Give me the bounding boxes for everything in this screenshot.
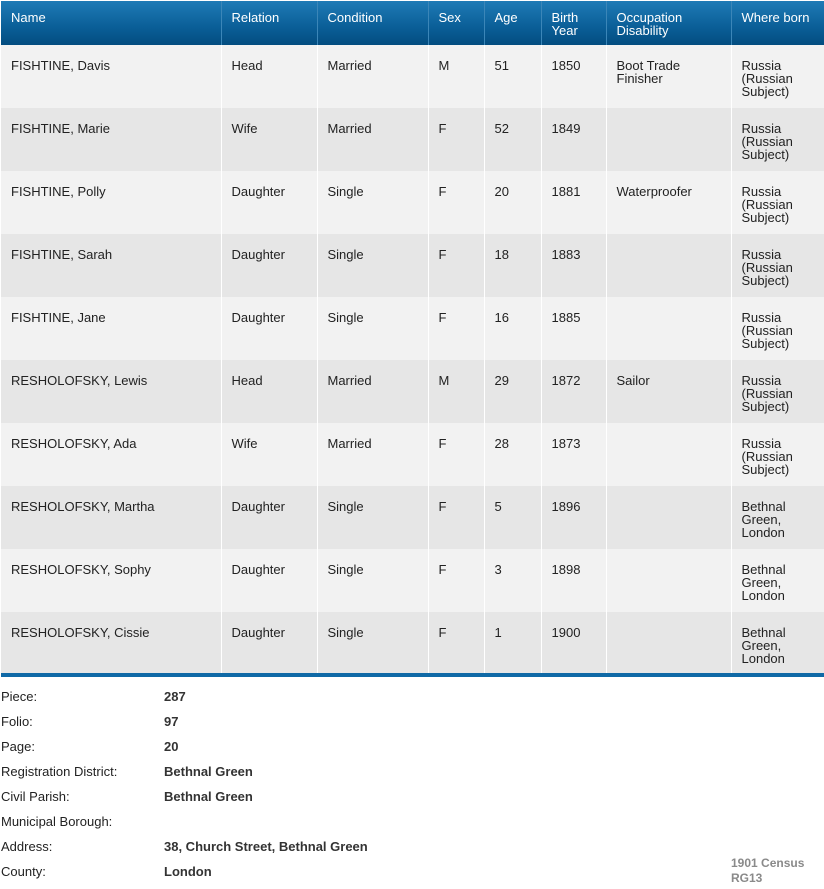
occupation-cell	[606, 549, 731, 612]
age-cell-text: 51	[494, 58, 509, 73]
birth-year-cell	[541, 108, 606, 171]
where-born-cell-text: Bethnal	[741, 625, 786, 640]
detail-value: 20	[164, 739, 179, 754]
column-header-name: Name	[1, 1, 221, 45]
detail-row	[1, 689, 501, 714]
occupation-cell	[606, 486, 731, 549]
where-born-cell	[731, 612, 824, 675]
condition-cell	[317, 549, 428, 612]
occupation-cell	[606, 612, 731, 675]
sex-cell-text: F	[438, 247, 447, 262]
name-cell	[1, 549, 221, 612]
birth-year-cell-text: 1872	[551, 373, 581, 388]
relation-cell	[221, 549, 317, 612]
relation-cell	[221, 423, 317, 486]
detail-label: County:	[1, 864, 46, 879]
birth-year-cell-text: 1900	[551, 625, 581, 640]
sex-cell-text: F	[438, 625, 447, 640]
relation-cell-text: Daughter	[231, 310, 285, 325]
sex-cell	[428, 612, 484, 675]
name-cell	[1, 360, 221, 423]
where-born-cell-text: Subject)	[741, 273, 790, 288]
detail-label: Registration District:	[1, 764, 118, 779]
where-born-cell-text: Subject)	[741, 147, 790, 162]
table-row	[1, 486, 824, 549]
table-header	[1, 1, 824, 45]
name-cell	[1, 45, 221, 108]
where-born-cell-text: Bethnal	[741, 499, 786, 514]
relation-cell	[221, 486, 317, 549]
column-header-age: Age	[484, 1, 541, 45]
birth-year-cell-text: 1881	[551, 184, 581, 199]
where-born-cell	[731, 171, 824, 234]
table-row	[1, 549, 824, 612]
where-born-cell-text: (Russian	[741, 386, 793, 401]
detail-label: Civil Parish:	[1, 789, 70, 804]
detail-value: London	[164, 864, 212, 879]
where-born-cell-text: (Russian	[741, 449, 793, 464]
detail-value: 287	[164, 689, 186, 704]
sex-cell-text: F	[438, 121, 447, 136]
table-row	[1, 423, 824, 486]
sex-cell-text: F	[438, 499, 447, 514]
occupation-label-1: Occupation	[616, 10, 683, 25]
sex-cell	[428, 108, 484, 171]
where-born-cell-text: Subject)	[741, 462, 790, 477]
where-born-cell	[731, 45, 824, 108]
sex-cell	[428, 549, 484, 612]
table-row	[1, 297, 824, 360]
source-reference	[731, 856, 804, 886]
birth-year-cell	[541, 360, 606, 423]
where-born-cell-text: (Russian	[741, 323, 793, 338]
where-born-cell	[731, 486, 824, 549]
name-cell-text: FISHTINE, Jane	[11, 310, 106, 325]
birth-year-label-2: Year	[551, 23, 578, 38]
age-cell-text: 18	[494, 247, 509, 262]
condition-cell-text: Married	[327, 121, 372, 136]
detail-value: 38, Church Street, Bethnal Green	[164, 839, 368, 854]
sex-cell-text: F	[438, 310, 447, 325]
relation-cell	[221, 45, 317, 108]
relation-cell	[221, 108, 317, 171]
birth-year-cell	[541, 171, 606, 234]
where-born-cell-text: Subject)	[741, 210, 790, 225]
sex-cell-text: M	[438, 58, 450, 73]
occupation-cell-text: Sailor	[616, 373, 650, 388]
relation-cell	[221, 171, 317, 234]
age-cell	[484, 234, 541, 297]
where-born-cell	[731, 549, 824, 612]
detail-label: Page:	[1, 739, 35, 754]
birth-year-cell-text: 1873	[551, 436, 581, 451]
condition-cell-text: Single	[327, 247, 364, 262]
detail-row	[1, 839, 501, 864]
age-cell-text: 29	[494, 373, 509, 388]
sex-cell	[428, 171, 484, 234]
census-series-label: RG13	[731, 871, 763, 885]
birth-year-cell	[541, 45, 606, 108]
column-header-birth-year	[541, 1, 606, 45]
age-cell-text: 16	[494, 310, 509, 325]
name-cell	[1, 612, 221, 675]
birth-year-cell	[541, 423, 606, 486]
age-cell	[484, 360, 541, 423]
condition-cell	[317, 360, 428, 423]
where-born-cell-text: London	[741, 651, 785, 666]
where-born-cell-text: London	[741, 588, 785, 603]
detail-label: Piece:	[1, 689, 38, 704]
sex-cell	[428, 486, 484, 549]
occupation-cell-text: Finisher	[616, 71, 663, 86]
birth-year-label-1: Birth	[551, 10, 579, 25]
where-born-cell-text: Russia	[741, 184, 782, 199]
column-header-occupation	[606, 1, 731, 45]
relation-cell-text: Daughter	[231, 562, 285, 577]
relation-cell	[221, 360, 317, 423]
age-cell	[484, 171, 541, 234]
where-born-cell	[731, 297, 824, 360]
relation-cell-text: Daughter	[231, 625, 285, 640]
sex-cell-text: F	[438, 436, 447, 451]
occupation-cell	[606, 360, 731, 423]
condition-cell	[317, 45, 428, 108]
where-born-cell	[731, 108, 824, 171]
detail-row	[1, 739, 501, 764]
header-row	[1, 1, 824, 45]
name-cell	[1, 108, 221, 171]
birth-year-cell-text: 1898	[551, 562, 581, 577]
age-cell-text: 3	[494, 562, 502, 577]
relation-cell-text: Wife	[231, 121, 258, 136]
column-header-where-born: Where born	[731, 1, 824, 45]
where-born-cell	[731, 234, 824, 297]
name-cell-text: RESHOLOFSKY, Ada	[11, 436, 137, 451]
sex-cell-text: M	[438, 373, 450, 388]
detail-row	[1, 789, 501, 814]
age-cell	[484, 45, 541, 108]
detail-row	[1, 714, 501, 739]
condition-cell-text: Single	[327, 499, 364, 514]
sex-cell	[428, 360, 484, 423]
age-cell	[484, 612, 541, 675]
column-header-relation: Relation	[221, 1, 317, 45]
name-cell-text: FISHTINE, Marie	[11, 121, 110, 136]
record-details	[1, 689, 501, 889]
birth-year-cell	[541, 297, 606, 360]
relation-cell-text: Daughter	[231, 247, 285, 262]
age-cell	[484, 486, 541, 549]
name-cell-text: FISHTINE, Polly	[11, 184, 106, 199]
birth-year-cell	[541, 549, 606, 612]
name-cell	[1, 423, 221, 486]
relation-cell-text: Head	[231, 373, 263, 388]
age-cell-text: 20	[494, 184, 509, 199]
detail-value: Bethnal Green	[164, 764, 253, 779]
birth-year-cell-text: 1885	[551, 310, 581, 325]
sex-cell-text: F	[438, 562, 447, 577]
name-cell	[1, 171, 221, 234]
birth-year-cell-text: 1896	[551, 499, 581, 514]
birth-year-cell-text: 1883	[551, 247, 581, 262]
census-year-label: 1901 Census	[731, 856, 805, 870]
occupation-cell-text: Waterproofer	[616, 184, 692, 199]
detail-row	[1, 864, 501, 889]
birth-year-cell	[541, 612, 606, 675]
sex-cell	[428, 297, 484, 360]
name-cell-text: RESHOLOFSKY, Martha	[11, 499, 155, 514]
age-cell	[484, 108, 541, 171]
where-born-cell-text: (Russian	[741, 134, 793, 149]
relation-cell	[221, 612, 317, 675]
name-cell	[1, 297, 221, 360]
condition-cell	[317, 234, 428, 297]
table-body	[1, 45, 824, 675]
where-born-cell-text: Green,	[741, 512, 782, 527]
column-header-condition: Condition	[317, 1, 428, 45]
occupation-cell	[606, 45, 731, 108]
table-row	[1, 612, 824, 675]
table-row	[1, 171, 824, 234]
birth-year-cell	[541, 234, 606, 297]
condition-cell	[317, 297, 428, 360]
age-cell-text: 5	[494, 499, 502, 514]
occupation-cell-text: Boot Trade	[616, 58, 681, 73]
condition-cell	[317, 486, 428, 549]
where-born-cell-text: Russia	[741, 436, 782, 451]
age-cell-text: 52	[494, 121, 509, 136]
condition-cell-text: Single	[327, 184, 364, 199]
where-born-cell-text: Subject)	[741, 84, 790, 99]
relation-cell-text: Daughter	[231, 184, 285, 199]
where-born-cell-text: Green,	[741, 638, 782, 653]
relation-cell	[221, 297, 317, 360]
where-born-cell-text: Russia	[741, 310, 782, 325]
name-cell-text: FISHTINE, Sarah	[11, 247, 113, 262]
where-born-cell-text: Russia	[741, 373, 782, 388]
detail-label: Municipal Borough:	[1, 814, 113, 829]
age-cell	[484, 549, 541, 612]
occupation-cell	[606, 297, 731, 360]
name-cell	[1, 486, 221, 549]
table-row	[1, 108, 824, 171]
condition-cell	[317, 108, 428, 171]
condition-cell	[317, 612, 428, 675]
detail-value: 97	[164, 714, 179, 729]
where-born-cell-text: (Russian	[741, 197, 793, 212]
relation-cell	[221, 234, 317, 297]
condition-cell-text: Single	[327, 310, 364, 325]
table-row	[1, 45, 824, 108]
where-born-cell-text: (Russian	[741, 260, 793, 275]
detail-value: Bethnal Green	[164, 789, 253, 804]
relation-cell-text: Wife	[231, 436, 258, 451]
where-born-cell-text: Green,	[741, 575, 782, 590]
detail-label: Folio:	[1, 714, 33, 729]
where-born-cell-text: Russia	[741, 58, 782, 73]
occupation-cell	[606, 423, 731, 486]
name-cell-text: FISHTINE, Davis	[11, 58, 110, 73]
sex-cell	[428, 423, 484, 486]
age-cell-text: 1	[494, 625, 502, 640]
birth-year-cell-text: 1849	[551, 121, 581, 136]
occupation-cell	[606, 234, 731, 297]
where-born-cell	[731, 423, 824, 486]
where-born-cell-text: London	[741, 525, 785, 540]
where-born-cell-text: Bethnal	[741, 562, 786, 577]
where-born-cell-text: Russia	[741, 247, 782, 262]
detail-label: Address:	[1, 839, 53, 854]
where-born-cell	[731, 360, 824, 423]
table-row	[1, 234, 824, 297]
sex-cell-text: F	[438, 184, 447, 199]
table-row	[1, 360, 824, 423]
birth-year-cell	[541, 486, 606, 549]
condition-cell	[317, 171, 428, 234]
occupation-cell	[606, 108, 731, 171]
relation-cell-text: Head	[231, 58, 263, 73]
birth-year-cell-text: 1850	[551, 58, 581, 73]
relation-cell-text: Daughter	[231, 499, 285, 514]
name-cell-text: RESHOLOFSKY, Sophy	[11, 562, 151, 577]
condition-cell-text: Married	[327, 58, 372, 73]
where-born-cell-text: Subject)	[741, 336, 790, 351]
detail-row	[1, 764, 501, 789]
age-cell	[484, 423, 541, 486]
condition-cell	[317, 423, 428, 486]
occupation-label-2: Disability	[616, 23, 669, 38]
condition-cell-text: Married	[327, 373, 372, 388]
census-household-table	[1, 1, 824, 677]
sex-cell	[428, 234, 484, 297]
sex-cell	[428, 45, 484, 108]
condition-cell-text: Married	[327, 436, 372, 451]
name-cell	[1, 234, 221, 297]
occupation-cell	[606, 171, 731, 234]
condition-cell-text: Single	[327, 562, 364, 577]
age-cell-text: 28	[494, 436, 509, 451]
name-cell-text: RESHOLOFSKY, Cissie	[11, 625, 150, 640]
where-born-cell-text: Subject)	[741, 399, 790, 414]
condition-cell-text: Single	[327, 625, 364, 640]
age-cell	[484, 297, 541, 360]
where-born-cell-text: Russia	[741, 121, 782, 136]
where-born-cell-text: (Russian	[741, 71, 793, 86]
column-header-sex: Sex	[428, 1, 484, 45]
name-cell-text: RESHOLOFSKY, Lewis	[11, 373, 148, 388]
detail-row	[1, 814, 501, 839]
